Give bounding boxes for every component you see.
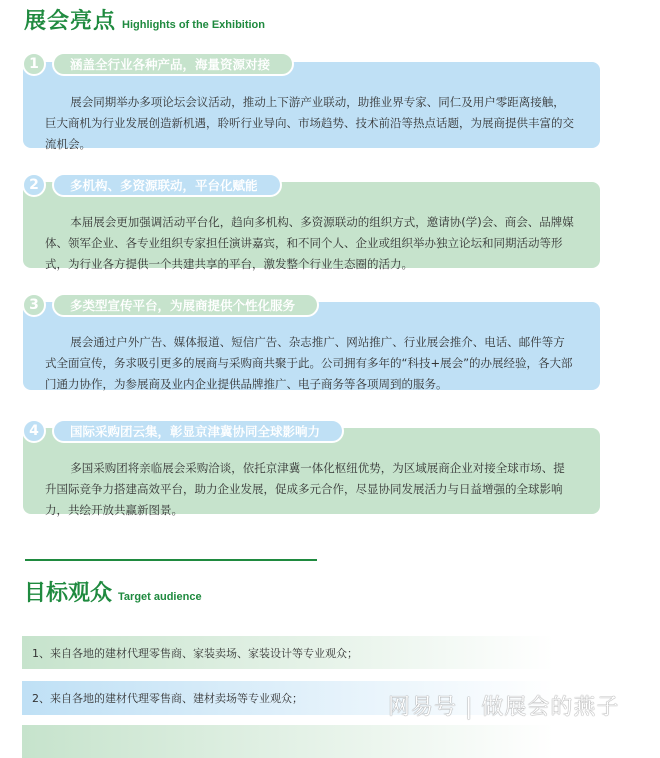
highlight-badge-4: [22, 419, 344, 443]
audience-item-3: [22, 725, 582, 758]
number-badge: 2: [22, 173, 46, 197]
highlight-heading: 国际采购团云集，彰显京津冀协同全球影响力: [52, 419, 344, 443]
highlights-title-cn: 展会亮点: [24, 9, 117, 34]
highlight-body: 展会通过户外广告、媒体报道、短信广告、杂志推广、网站推广、行业展会推介、电话、邮件等方式全面宣传，务求吸引更多的展商与采购商共聚于此。公司拥有多年的“科技+展会”的办展经验，各大部门通力协作，为参展商及业内企业提供品牌推广、电子商务等各项周到的服务。: [45, 335, 573, 391]
highlights-title-en: Highlights of the Exhibition: [122, 19, 265, 31]
highlight-badge-3: [22, 293, 319, 317]
audience-item-1: 1、来自各地的建材代理零售商、家装卖场、家装设计等专业观众；: [22, 636, 582, 669]
highlight-badge-2: [22, 173, 282, 197]
highlight-body: 本届展会更加强调活动平台化，趋向多机构、多资源联动的组织方式，邀请协(学)会、商会、品牌媒体、领军企业、各专业组织专家担任演讲嘉宾，和不同个人、企业或组织举办独立论坛和同期活动等形式，为行业各方提供一个共建共享的平台，激发整个行业生态圈的活力。: [45, 215, 574, 271]
highlight-heading: 多类型宣传平台，为展商提供个性化服务: [52, 293, 319, 317]
audience-title-cn: 目标观众: [24, 581, 113, 606]
highlight-heading: 涵盖全行业各种产品，海量资源对接: [52, 52, 294, 76]
audience-item-2: 2、来自各地的建材代理零售商、建材卖场等专业观众；: [22, 681, 582, 715]
highlight-body: 展会同期举办多项论坛会议活动，推动上下游产业联动，助推业界专家、同仁及用户零距离接触，巨大商机为行业发展创造新机遇，聆听行业导向、市场趋势、技术前沿等热点话题，为展商提供丰富的交流机会。: [45, 95, 574, 151]
watermark: 网易号 | 做展会的燕子: [388, 695, 620, 720]
section-divider: [25, 559, 317, 561]
audience-title: [24, 576, 202, 607]
audience-title-en: Target audience: [118, 591, 202, 603]
number-badge: 4: [22, 419, 46, 443]
number-badge: 3: [22, 293, 46, 317]
highlight-badge-1: [22, 52, 294, 76]
highlight-body: 多国采购团将亲临展会采购洽谈，依托京津冀一体化枢纽优势，为区域展商企业对接全球市场、提升国际竞争力搭建高效平台，助力企业发展，促成多元合作，尽显协同发展活力与日益增强的全球影响力，共绘开放共赢新图景。: [45, 461, 565, 517]
highlights-title: [24, 4, 265, 35]
number-badge: 1: [22, 52, 46, 76]
highlight-heading: 多机构、多资源联动，平台化赋能: [52, 173, 282, 197]
